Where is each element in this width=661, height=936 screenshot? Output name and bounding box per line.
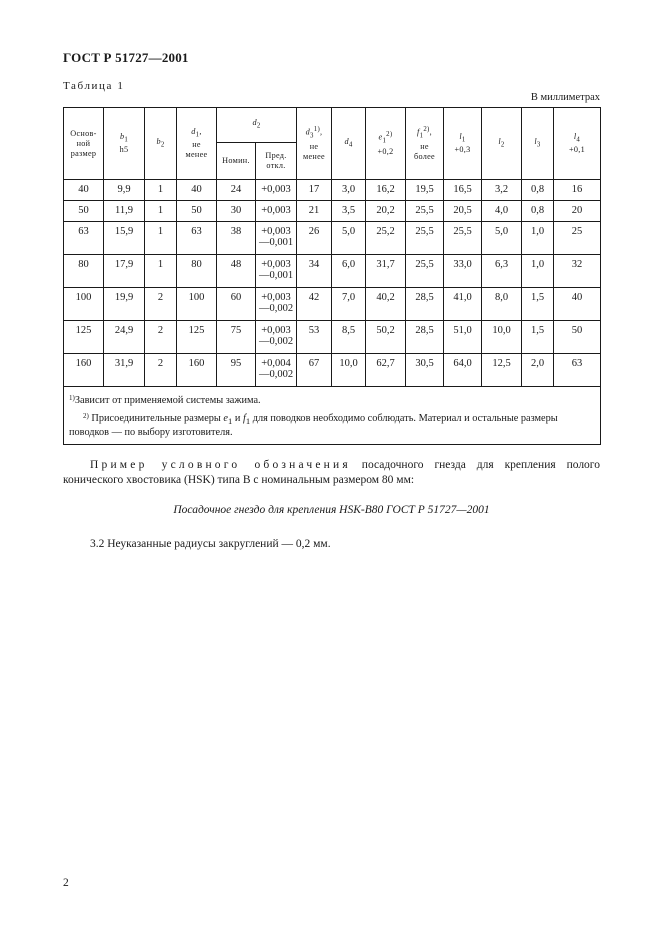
- cell-b1: 31,9: [104, 354, 145, 387]
- cell-e1: 31,7: [366, 255, 406, 288]
- cell-l2: 3,2: [482, 180, 522, 201]
- cell-l1: 20,5: [444, 201, 482, 222]
- cell-d2-nom: 48: [217, 255, 256, 288]
- cell-l4: 40: [554, 288, 601, 321]
- dimensions-table: [63, 107, 600, 445]
- cell-f1: 28,5: [406, 288, 444, 321]
- cell-b1: 11,9: [104, 201, 145, 222]
- cell-l4: 16: [554, 180, 601, 201]
- cell-b1: 24,9: [104, 321, 145, 354]
- cell-l2: 5,0: [482, 222, 522, 255]
- cell-f1: 25,5: [406, 201, 444, 222]
- footnote-1: $^{1)}$Зависит от применяемой системы зажима.: [69, 394, 261, 406]
- cell-b1: 15,9: [104, 222, 145, 255]
- cell-d1: 80: [177, 255, 217, 288]
- cell-size: 40: [64, 180, 104, 201]
- cell-d1: 160: [177, 354, 217, 387]
- cell-d2-tol: +0,003 —0,001: [256, 222, 297, 255]
- cell-d2-nom: 75: [217, 321, 256, 354]
- cell-l2: 10,0: [482, 321, 522, 354]
- cell-d4: 3,5: [332, 201, 366, 222]
- cell-b2: 2: [145, 354, 177, 387]
- header-d2: $d_2$: [217, 108, 297, 143]
- cell-l1: 51,0: [444, 321, 482, 354]
- cell-e1: 16,2: [366, 180, 406, 201]
- cell-l4: 32: [554, 255, 601, 288]
- cell-l2: 4,0: [482, 201, 522, 222]
- cell-d1: 40: [177, 180, 217, 201]
- cell-size: 160: [64, 354, 104, 387]
- cell-d4: 8,5: [332, 321, 366, 354]
- cell-f1: 19,5: [406, 180, 444, 201]
- cell-d4: 3,0: [332, 180, 366, 201]
- cell-size: 80: [64, 255, 104, 288]
- cell-e1: 40,2: [366, 288, 406, 321]
- cell-e1: 50,2: [366, 321, 406, 354]
- cell-l4: 63: [554, 354, 601, 387]
- cell-l3: 2,0: [522, 354, 554, 387]
- cell-d2-nom: 95: [217, 354, 256, 387]
- header-l4: $l_4$ +0,1: [554, 108, 601, 180]
- cell-d4: 7,0: [332, 288, 366, 321]
- cell-d2-tol: +0,003 —0,002: [256, 288, 297, 321]
- cell-b1: 17,9: [104, 255, 145, 288]
- example-text: посадочного гнезда для крепления полого конического хвостовика (HSK) типа B с номинальным размером 80 мм:: [63, 459, 600, 486]
- cell-size: 125: [64, 321, 104, 354]
- example-label: Пример условного обозначения: [90, 459, 351, 471]
- table-footnotes: [64, 387, 601, 445]
- clause-3-2: 3.2 Неуказанные радиусы закруглений — 0,2 мм.: [90, 538, 331, 550]
- cell-b2: 2: [145, 288, 177, 321]
- table-body: [64, 180, 601, 387]
- designation-text: Посадочное гнездо для крепления HSK-B80 ГОСТ Р 51727—2001: [173, 504, 490, 516]
- cell-e1: 25,2: [366, 222, 406, 255]
- cell-d3: 34: [297, 255, 332, 288]
- document-header: ГОСТ Р 51727—2001: [63, 50, 189, 65]
- cell-l3: 0,8: [522, 201, 554, 222]
- cell-d1: 50: [177, 201, 217, 222]
- table-row: [64, 180, 601, 201]
- cell-l2: 8,0: [482, 288, 522, 321]
- header-d4: $d_4$: [332, 108, 366, 180]
- cell-size: 63: [64, 222, 104, 255]
- header-f1: $f_1^{2)}$, не более: [406, 108, 444, 180]
- header-l2: $l_2$: [482, 108, 522, 180]
- cell-d2-tol: +0,003 —0,002: [256, 321, 297, 354]
- table-row: [64, 222, 601, 255]
- header-b2: $b_2$: [145, 108, 177, 180]
- cell-f1: 28,5: [406, 321, 444, 354]
- header-l1: $l_1$ +0,3: [444, 108, 482, 180]
- cell-f1: 30,5: [406, 354, 444, 387]
- header-d2-nominal: Номин.: [217, 143, 256, 180]
- cell-d3: 21: [297, 201, 332, 222]
- table-row: [64, 201, 601, 222]
- cell-b2: 1: [145, 180, 177, 201]
- cell-d2-nom: 38: [217, 222, 256, 255]
- page-number: 2: [63, 877, 69, 889]
- cell-b2: 1: [145, 201, 177, 222]
- cell-l2: 6,3: [482, 255, 522, 288]
- cell-size: 50: [64, 201, 104, 222]
- cell-l1: 41,0: [444, 288, 482, 321]
- cell-l4: 50: [554, 321, 601, 354]
- cell-size: 100: [64, 288, 104, 321]
- cell-d1: 100: [177, 288, 217, 321]
- header-e1: $e_1^{2)}$ +0,2: [366, 108, 406, 180]
- designation-example: [63, 458, 600, 488]
- table-title: Таблица 1: [63, 80, 125, 92]
- cell-l2: 12,5: [482, 354, 522, 387]
- cell-d1: 63: [177, 222, 217, 255]
- cell-l1: 25,5: [444, 222, 482, 255]
- cell-d2-tol: +0,003: [256, 201, 297, 222]
- cell-d3: 26: [297, 222, 332, 255]
- cell-b2: 1: [145, 222, 177, 255]
- cell-d4: 6,0: [332, 255, 366, 288]
- cell-d3: 53: [297, 321, 332, 354]
- header-b1: $b_1$ h5: [104, 108, 145, 180]
- header-base-size: Основ- ной размер: [64, 108, 104, 180]
- cell-l1: 16,5: [444, 180, 482, 201]
- units-label: В миллиметрах: [530, 92, 600, 103]
- cell-d2-nom: 30: [217, 201, 256, 222]
- cell-l3: 1,0: [522, 255, 554, 288]
- cell-f1: 25,5: [406, 222, 444, 255]
- cell-e1: 20,2: [366, 201, 406, 222]
- table-row: [64, 354, 601, 387]
- cell-l1: 64,0: [444, 354, 482, 387]
- cell-d2-nom: 24: [217, 180, 256, 201]
- footnote-2: $^{2)}$ Присоединительные размеры $e_1$ и $f_1$ для поводков необходимо соблюдать. Материал и остальные размеры поводков — по выбору изготовителя.: [69, 412, 558, 439]
- cell-d3: 67: [297, 354, 332, 387]
- cell-e1: 62,7: [366, 354, 406, 387]
- cell-l3: 0,8: [522, 180, 554, 201]
- cell-l3: 1,5: [522, 288, 554, 321]
- cell-l3: 1,0: [522, 222, 554, 255]
- cell-d2-tol: +0,003 —0,001: [256, 255, 297, 288]
- cell-b1: 9,9: [104, 180, 145, 201]
- cell-l3: 1,5: [522, 321, 554, 354]
- cell-l1: 33,0: [444, 255, 482, 288]
- cell-d3: 42: [297, 288, 332, 321]
- table-row: [64, 255, 601, 288]
- cell-d2-tol: +0,004 —0,002: [256, 354, 297, 387]
- cell-d4: 10,0: [332, 354, 366, 387]
- cell-l4: 25: [554, 222, 601, 255]
- cell-b2: 2: [145, 321, 177, 354]
- header-l3: $l_3$: [522, 108, 554, 180]
- header-d3: $d_3^{1)}$, не менее: [297, 108, 332, 180]
- table-row: [64, 288, 601, 321]
- cell-d1: 125: [177, 321, 217, 354]
- header-d1: $d_1$, не менее: [177, 108, 217, 180]
- cell-d3: 17: [297, 180, 332, 201]
- table-row: [64, 321, 601, 354]
- cell-d2-tol: +0,003: [256, 180, 297, 201]
- header-d2-tolerance: Пред. откл.: [256, 143, 297, 180]
- cell-b2: 1: [145, 255, 177, 288]
- cell-d4: 5,0: [332, 222, 366, 255]
- cell-l4: 20: [554, 201, 601, 222]
- cell-d2-nom: 60: [217, 288, 256, 321]
- cell-b1: 19,9: [104, 288, 145, 321]
- cell-f1: 25,5: [406, 255, 444, 288]
